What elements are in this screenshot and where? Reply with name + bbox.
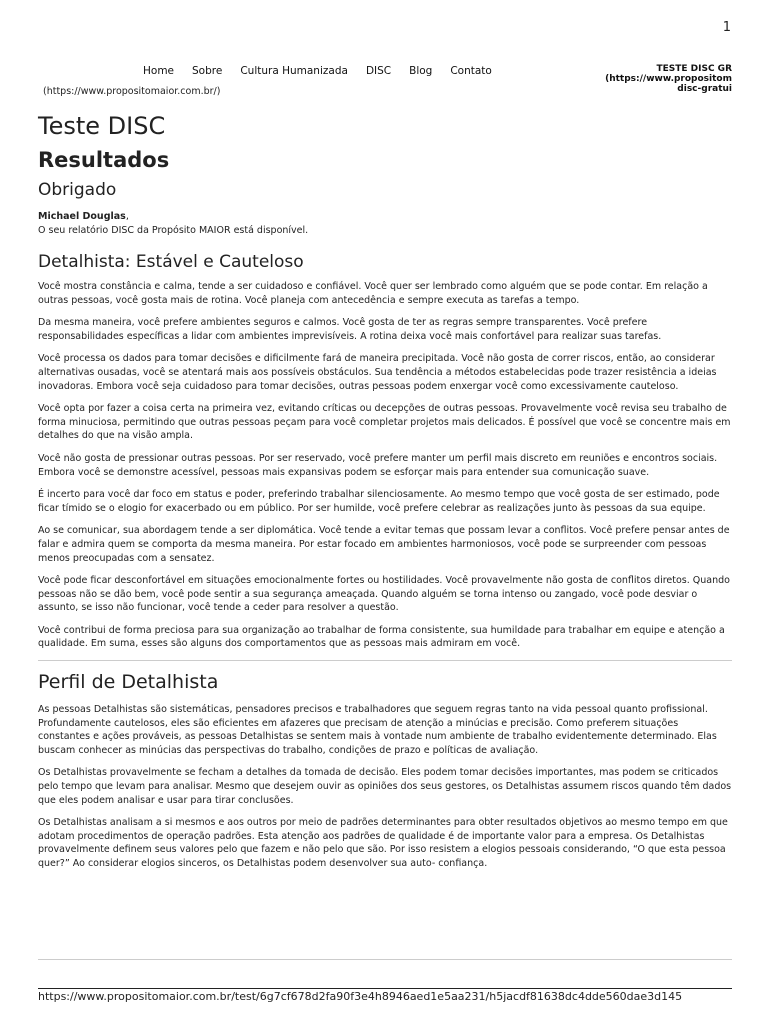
profile-paragraph: Você mostra constância e calma, tende a ser cuidadoso e confiável. Você quer ser lembrado como alguém que se pode contar. Em relação a outras pessoas, você gosta mais de rotina. Você planeja com antecedência e sempre executa as tarefas a tempo. — [38, 281, 708, 306]
profile-paragraph: Você contribui de forma preciosa para sua organização ao trabalhar de forma consistente, sua humildade para trabalhar em equipe e atenção a qualidade. Em suma, esses são alguns dos comportamentos que as pessoas mais admiram em você. — [38, 624, 725, 650]
profile-paragraph: Ao se comunicar, sua abordagem tende a ser diplomática. Você tende a evitar temas que possam levar a conflitos. Você prefere pensar antes de falar e admira quem se comporta da mesma maneira. Por estar focado em ambientes harmoniosos, você pode se surpreender com pessoas menos preocupadas com a sensatez. — [38, 525, 730, 564]
user-name: Michael Douglas — [38, 211, 126, 222]
detail-profile-heading: Perfil de Detalhista — [38, 671, 219, 694]
profile-paragraph: Você processa os dados para tomar decisões e dificilmente fará de maneira precipitada. Você não gosta de correr riscos, então, ao considerar alternativas ousadas, você se atentará mais aos possíveis obstáculos. Sua tendência a métodos estabelecidas pode trazer resistência a ideias inovadoras. Embora você seja cuidadoso para tomar decisões, outras pessoas podem enxergar você como excessivamente cauteloso. — [38, 353, 717, 392]
nav-contato-link[interactable]: Contato — [450, 65, 492, 77]
detail-paragraph: Os Detalhistas analisam a si mesmos e aos outros por meio de padrões determinantes para obter resultados objetivos ao mesmo tempo em que adotam procedimentos de operação padrões. Esta atenção aos padrões de qualidade é de importante valor para a empresa. Os Detalhistas provavelmente definem seus valores pelo que fazem e não pelo que são. Por isso resistem a elogios pessoais considerando, “O que esta pessoa quer?” Ao considerar elogios sinceros, os Detalhistas podem desenvolver sua auto- confiança. — [38, 817, 728, 869]
nav-sobre-link[interactable]: Sobre — [192, 65, 223, 77]
section-divider — [38, 660, 732, 661]
main-content — [38, 112, 732, 880]
thanks-heading: Obrigado — [38, 180, 117, 200]
detail-paragraph: As pessoas Detalhistas são sistemáticas, pensadores precisos e trabalhadores que seguem regras tanto na vida pessoal quanto profissional. Profundamente cautelosos, eles são eficientes em afazeres que precisam de atenção a minúcias e precisão. Como preferem situações constantes e ações prováveis, as pessoas Detalhistas se sentem mais à vontade num ambiente de trabalho evidentemente determinado. Elas buscam conhecer as minúcias das perspectivas do trabalho, condições de prazo e políticas de avaliação. — [38, 704, 717, 756]
intro-text: O seu relatório DISC da Propósito MAIOR está disponível. — [38, 225, 309, 236]
page-number: 1 — [722, 20, 731, 35]
profile-paragraph: Você pode ficar desconfortável em situações emocionalmente fortes ou hostilidades. Você provavelmente não gosta de conflitos diretos. Quando pessoas não se dão bem, você pode sentir a sua segurança ameaçada. Quando alguém se torna intenso ou zangado, você pode desviar o assunto, se isso não funcionar, você tende a ceder para resolver a questão. — [38, 575, 730, 614]
user-name-comma: , — [125, 211, 129, 222]
footer-page-url: https://www.propositomaior.com.br/test/6g7cf678d2fa90f3e4h8946aed1e5aa231/h5jacdf81638dc4dde560dae3d145 — [38, 988, 732, 1003]
results-heading: Resultados — [38, 148, 170, 172]
profile-paragraph: Da mesma maneira, você prefere ambientes seguros e calmos. Você gosta de ter as regras sempre transparentes. Você prefere responsabilidades específicas a lidar com ambientes imprevisíveis. A rotina deixa você mais confortável para realizar suas tarefas. — [38, 317, 662, 342]
intro-block — [38, 210, 732, 238]
cta-line-1: TESTE DISC GR — [656, 64, 732, 74]
nav-cultura-humanizada-link[interactable]: Cultura Humanizada — [240, 65, 348, 77]
teste-disc-cta-link[interactable] — [582, 64, 732, 94]
main-nav — [143, 65, 510, 77]
page-title: Teste DISC — [38, 112, 166, 140]
logo-link-url[interactable]: (https://www.propositomaior.com.br/) — [43, 86, 221, 97]
profile-paragraph: Você não gosta de pressionar outras pessoas. Por ser reservado, você prefere manter um perfil mais discreto em reuniões e encontros sociais. Embora você se demonstre acessível, pessoas mais expansivas podem se esforçar mais para entender sua comunicação suave. — [38, 452, 718, 478]
cta-line-3: disc-gratui — [677, 84, 732, 94]
detail-paragraph: Os Detalhistas provavelmente se fecham a detalhes da tomada de decisão. Eles podem tomar decisões importantes, mas podem se criticados pelo tempo que levam para analisar. Mesmo que desejem ouvir as opiniões dos seus gestores, os Detalhistas assumem riscos quando têm dados que eles podem analisar e usar para tirar conclusões. — [38, 767, 732, 806]
profile-paragraph: É incerto para você dar foco em status e poder, preferindo trabalhar silenciosamente. Ao mesmo tempo que você gosta de ser estimado, pode ficar tímido se o elogio for exacerbado ou em público. Por ser humilde, você prefere celebrar as realizações junto às pessoas da sua equipe. — [38, 489, 720, 514]
nav-disc-link[interactable]: DISC — [365, 65, 392, 77]
nav-home-link[interactable]: Home — [143, 65, 175, 77]
profile-paragraph: Você opta por fazer a coisa certa na primeira vez, evitando críticas ou decepções de outras pessoas. Provavelmente você revisa seu trabalho de forma minuciosa, permitindo que outras pessoas peçam para você completar projetos mais delicados. É possível que você se concentre mais em detalhes do que na visão ampla. — [38, 403, 731, 442]
bottom-divider — [38, 959, 732, 960]
cta-line-2: (https://www.propositom — [605, 74, 732, 84]
profile-type-heading: Detalhista: Estável e Cauteloso — [38, 252, 304, 272]
nav-blog-link[interactable]: Blog — [409, 65, 433, 77]
